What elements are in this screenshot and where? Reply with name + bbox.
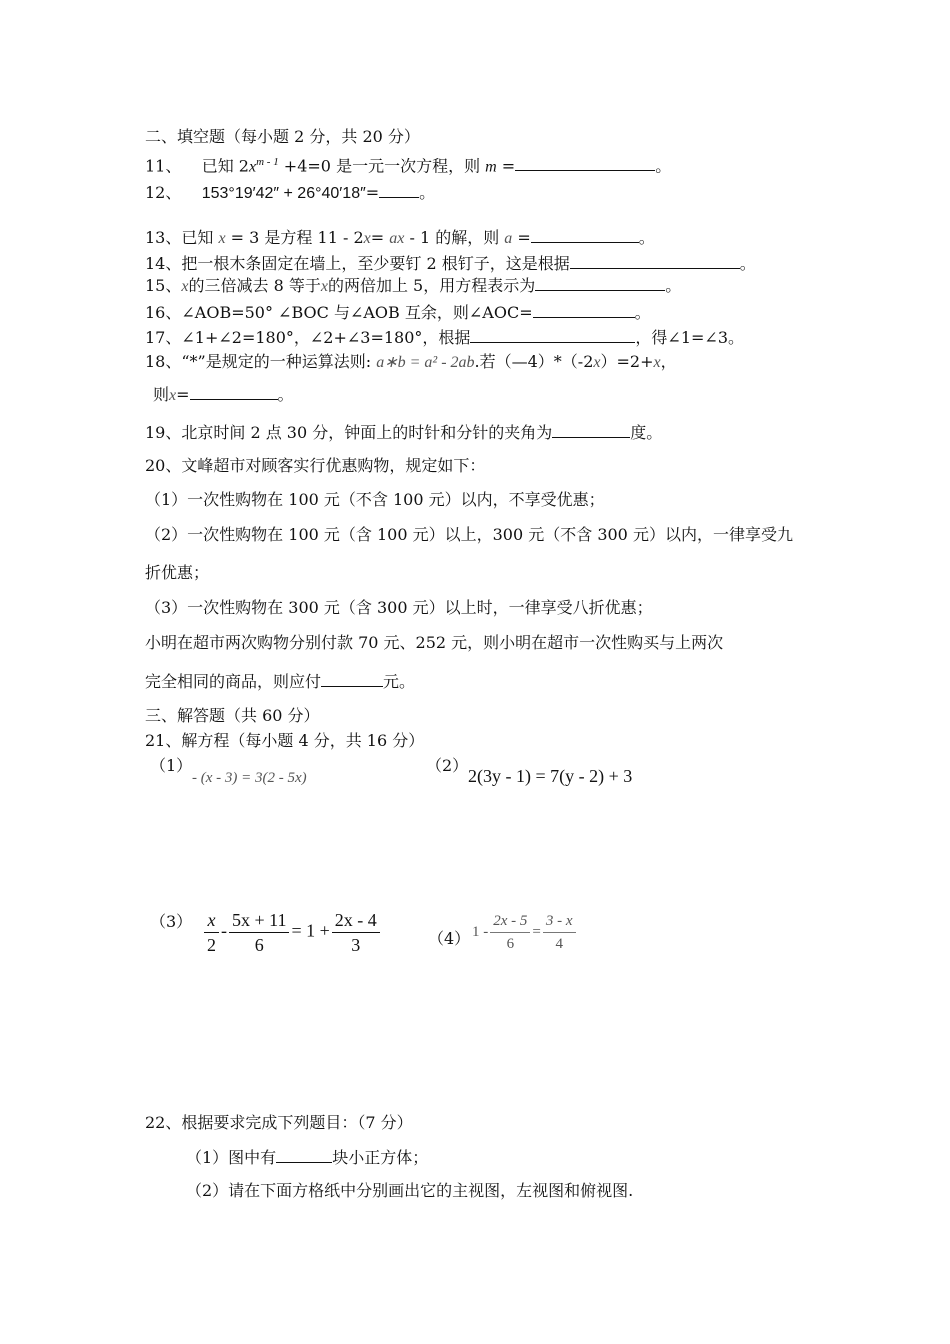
q13-text-b: = 3 是方程 11 - 2 (225, 228, 364, 247)
q13-answer-blank[interactable] (531, 226, 639, 243)
q20-rule-1: （1）一次性购物在 100 元（不含 100 元）以内，不享受优惠； (145, 490, 605, 509)
question-16 (145, 301, 651, 323)
q21-p4-f2-den: 4 (555, 936, 563, 952)
q13-a: a (504, 230, 513, 247)
q18-line2-x: x (169, 387, 177, 404)
q22-s1-b: 块小正方体； (332, 1148, 429, 1167)
question-12 (145, 181, 435, 204)
q21-p3-f3-den: 3 (351, 935, 361, 955)
q19-text: 19、北京时间 2 点 30 分，钟面上的时针和分针的夹角为 (145, 423, 553, 442)
q21-p4-equals: = (532, 923, 541, 940)
q22-title: 22、根据要求完成下列题目：（7 分） (145, 1113, 413, 1132)
q21-part3 (150, 912, 192, 932)
q13-number: 13、 (145, 228, 182, 247)
question-14 (145, 252, 756, 274)
q11-m: m (485, 158, 497, 176)
q18-formula: a∗b = a² - 2ab (376, 354, 475, 371)
q21-p3-f2-num: 5x + 11 (229, 908, 289, 933)
q11-end: 。 (655, 156, 672, 176)
q20-question-b-line (145, 670, 415, 692)
q21-p3-label: （3） (150, 912, 193, 931)
question-17 (145, 326, 744, 348)
q15-text-a: 的三倍减去 8 等于 (188, 276, 321, 295)
question-13 (145, 226, 655, 249)
q21-part2 (426, 756, 468, 776)
q22-answer-blank[interactable] (276, 1146, 332, 1163)
q19-end: 度。 (630, 423, 663, 442)
q12-expression: 153°19′42″ + 26°40′18″ (201, 185, 366, 202)
q18-end: 。 (277, 385, 294, 404)
q18-line2-b: = (176, 385, 190, 404)
q22-s1-a: （1）图中有 (186, 1148, 277, 1167)
q12-number: 12、 (145, 183, 182, 202)
question-11 (145, 152, 671, 177)
q21-title: 21、解方程（每小题 4 分，共 16 分） (145, 731, 425, 750)
q21-part1 (150, 756, 192, 776)
q17-text: 17、∠1+∠2=180°，∠2+∠3=180°，根据 (145, 328, 471, 347)
q21-p4-equation (472, 910, 578, 955)
q21-p1-equation: - (x - 3) = 3(2 - 5x) (192, 770, 307, 786)
q21-p3-fraction-1 (204, 908, 219, 957)
q21-p4-label: （4） (428, 929, 471, 948)
q21-p3-fraction-3 (332, 908, 380, 957)
q12-equals: = (365, 183, 380, 202)
q13-text-c: = (370, 228, 390, 247)
q13-text-a: 已知 (181, 228, 219, 247)
q20-question-a: 小明在超市两次购物分别付款 70 元、252 元，则小明在超市一次性购买与上两次 (145, 633, 724, 652)
q21-p3-f1-num: x (204, 908, 219, 933)
q11-exponent: m - 1 (256, 156, 279, 168)
q11-text-c: = (496, 156, 516, 176)
q21-p3-f2-den: 6 (254, 935, 264, 955)
q21-p4-pre: 1 - (472, 923, 489, 940)
q21-p4-fraction-1 (490, 910, 530, 955)
q18-text-a: 18、“*”是规定的一种运算法则: (145, 352, 377, 371)
q20-rule-2a: （2）一次性购物在 100 元（含 100 元）以上，300 元（不含 300 元）以内，一律享受九 (145, 525, 793, 544)
question-18-line2 (153, 383, 294, 406)
q21-p4-f2-num: 3 - x (543, 910, 576, 933)
q16-answer-blank[interactable] (533, 301, 635, 318)
q20-question-b: 完全相同的商品，则应付 (145, 672, 322, 691)
q18-x: x (593, 354, 601, 371)
q11-text-a: 已知 2 (201, 156, 249, 176)
q12-end: 。 (419, 183, 436, 202)
q14-end: 。 (739, 254, 756, 273)
q13-text-e: = (512, 228, 531, 247)
q18-text-c: ）=2+ (600, 352, 654, 371)
q21-p3-f1-den: 2 (207, 935, 216, 955)
q20-answer-blank[interactable] (321, 670, 383, 687)
question-19 (145, 421, 662, 443)
q18-answer-blank[interactable] (190, 383, 278, 400)
q22-sub2: （2）请在下面方格纸中分别画出它的主视图，左视图和俯视图. (186, 1181, 634, 1200)
q13-x2: x (363, 230, 371, 247)
q19-answer-blank[interactable] (552, 421, 630, 438)
q11-x: x (249, 158, 257, 176)
q21-p4-f1-den: 6 (506, 936, 515, 952)
q13-end: 。 (638, 228, 655, 247)
section3-title: 三、解答题（共 60 分） (145, 706, 320, 725)
question-15 (145, 274, 681, 297)
q21-p3-f3-num: 2x - 4 (332, 908, 380, 933)
q21-p3-minus: - (221, 920, 227, 941)
q18-text-d: ， (660, 352, 677, 371)
q12-answer-blank[interactable] (379, 181, 419, 198)
q21-p3-equation (202, 908, 382, 957)
q13-text-d: - 1 的解，则 (404, 228, 505, 247)
q14-text: 14、把一根木条固定在墙上，至少要钉 2 根钉子，这是根据 (145, 254, 570, 273)
q21-p2-label: （2） (426, 756, 469, 775)
q21-p4-fraction-2 (543, 910, 576, 955)
q14-answer-blank[interactable] (570, 252, 740, 269)
q20-title: 20、文峰超市对顾客实行优惠购物，规定如下： (145, 456, 486, 475)
question-18 (145, 352, 677, 373)
q11-text-b: +4=0 是一元一次方程，则 (278, 156, 486, 176)
q20-rule-3: （3）一次性购物在 300 元（含 300 元）以上时，一律享受八折优惠； (145, 598, 653, 617)
q18-text-b: .若（—4）*（-2 (474, 352, 594, 371)
q11-answer-blank[interactable] (515, 154, 655, 171)
q21-p1-label: （1） (150, 756, 193, 775)
q16-text: 16、∠AOB=50° ∠BOC 与∠AOB 互余，则∠AOC= (145, 303, 533, 322)
q13-ax: ax (389, 230, 405, 247)
q17-answer-blank[interactable] (470, 326, 635, 343)
q15-x: x (181, 278, 189, 295)
q20-rule-2b: 折优惠； (145, 563, 210, 582)
q15-end: 。 (665, 276, 682, 295)
q20-end: 元。 (383, 672, 416, 691)
q21-p2-equation: 2(3y - 1) = 7(y - 2) + 3 (468, 766, 633, 786)
q18-line2-a: 则 (153, 385, 170, 404)
q15-number: 15、 (145, 276, 182, 295)
q15-x2: x (320, 278, 328, 295)
q11-number: 11、 (145, 156, 182, 176)
q18-x2: x (653, 354, 661, 371)
q15-answer-blank[interactable] (535, 274, 665, 291)
q21-part4 (428, 929, 470, 949)
section2-title: 二、填空题（每小题 2 分，共 20 分） (145, 127, 420, 146)
q17-end: ，得∠1=∠3。 (635, 328, 745, 347)
q13-x: x (218, 230, 226, 247)
q15-text-b: 的两倍加上 5，用方程表示为 (327, 276, 536, 295)
q21-p4-f1-num: 2x - 5 (490, 910, 530, 933)
q22-sub1 (186, 1146, 428, 1168)
q16-end: 。 (634, 303, 651, 322)
q21-p3-fraction-2 (229, 908, 289, 957)
q21-p3-equals: = 1 + (291, 920, 330, 941)
